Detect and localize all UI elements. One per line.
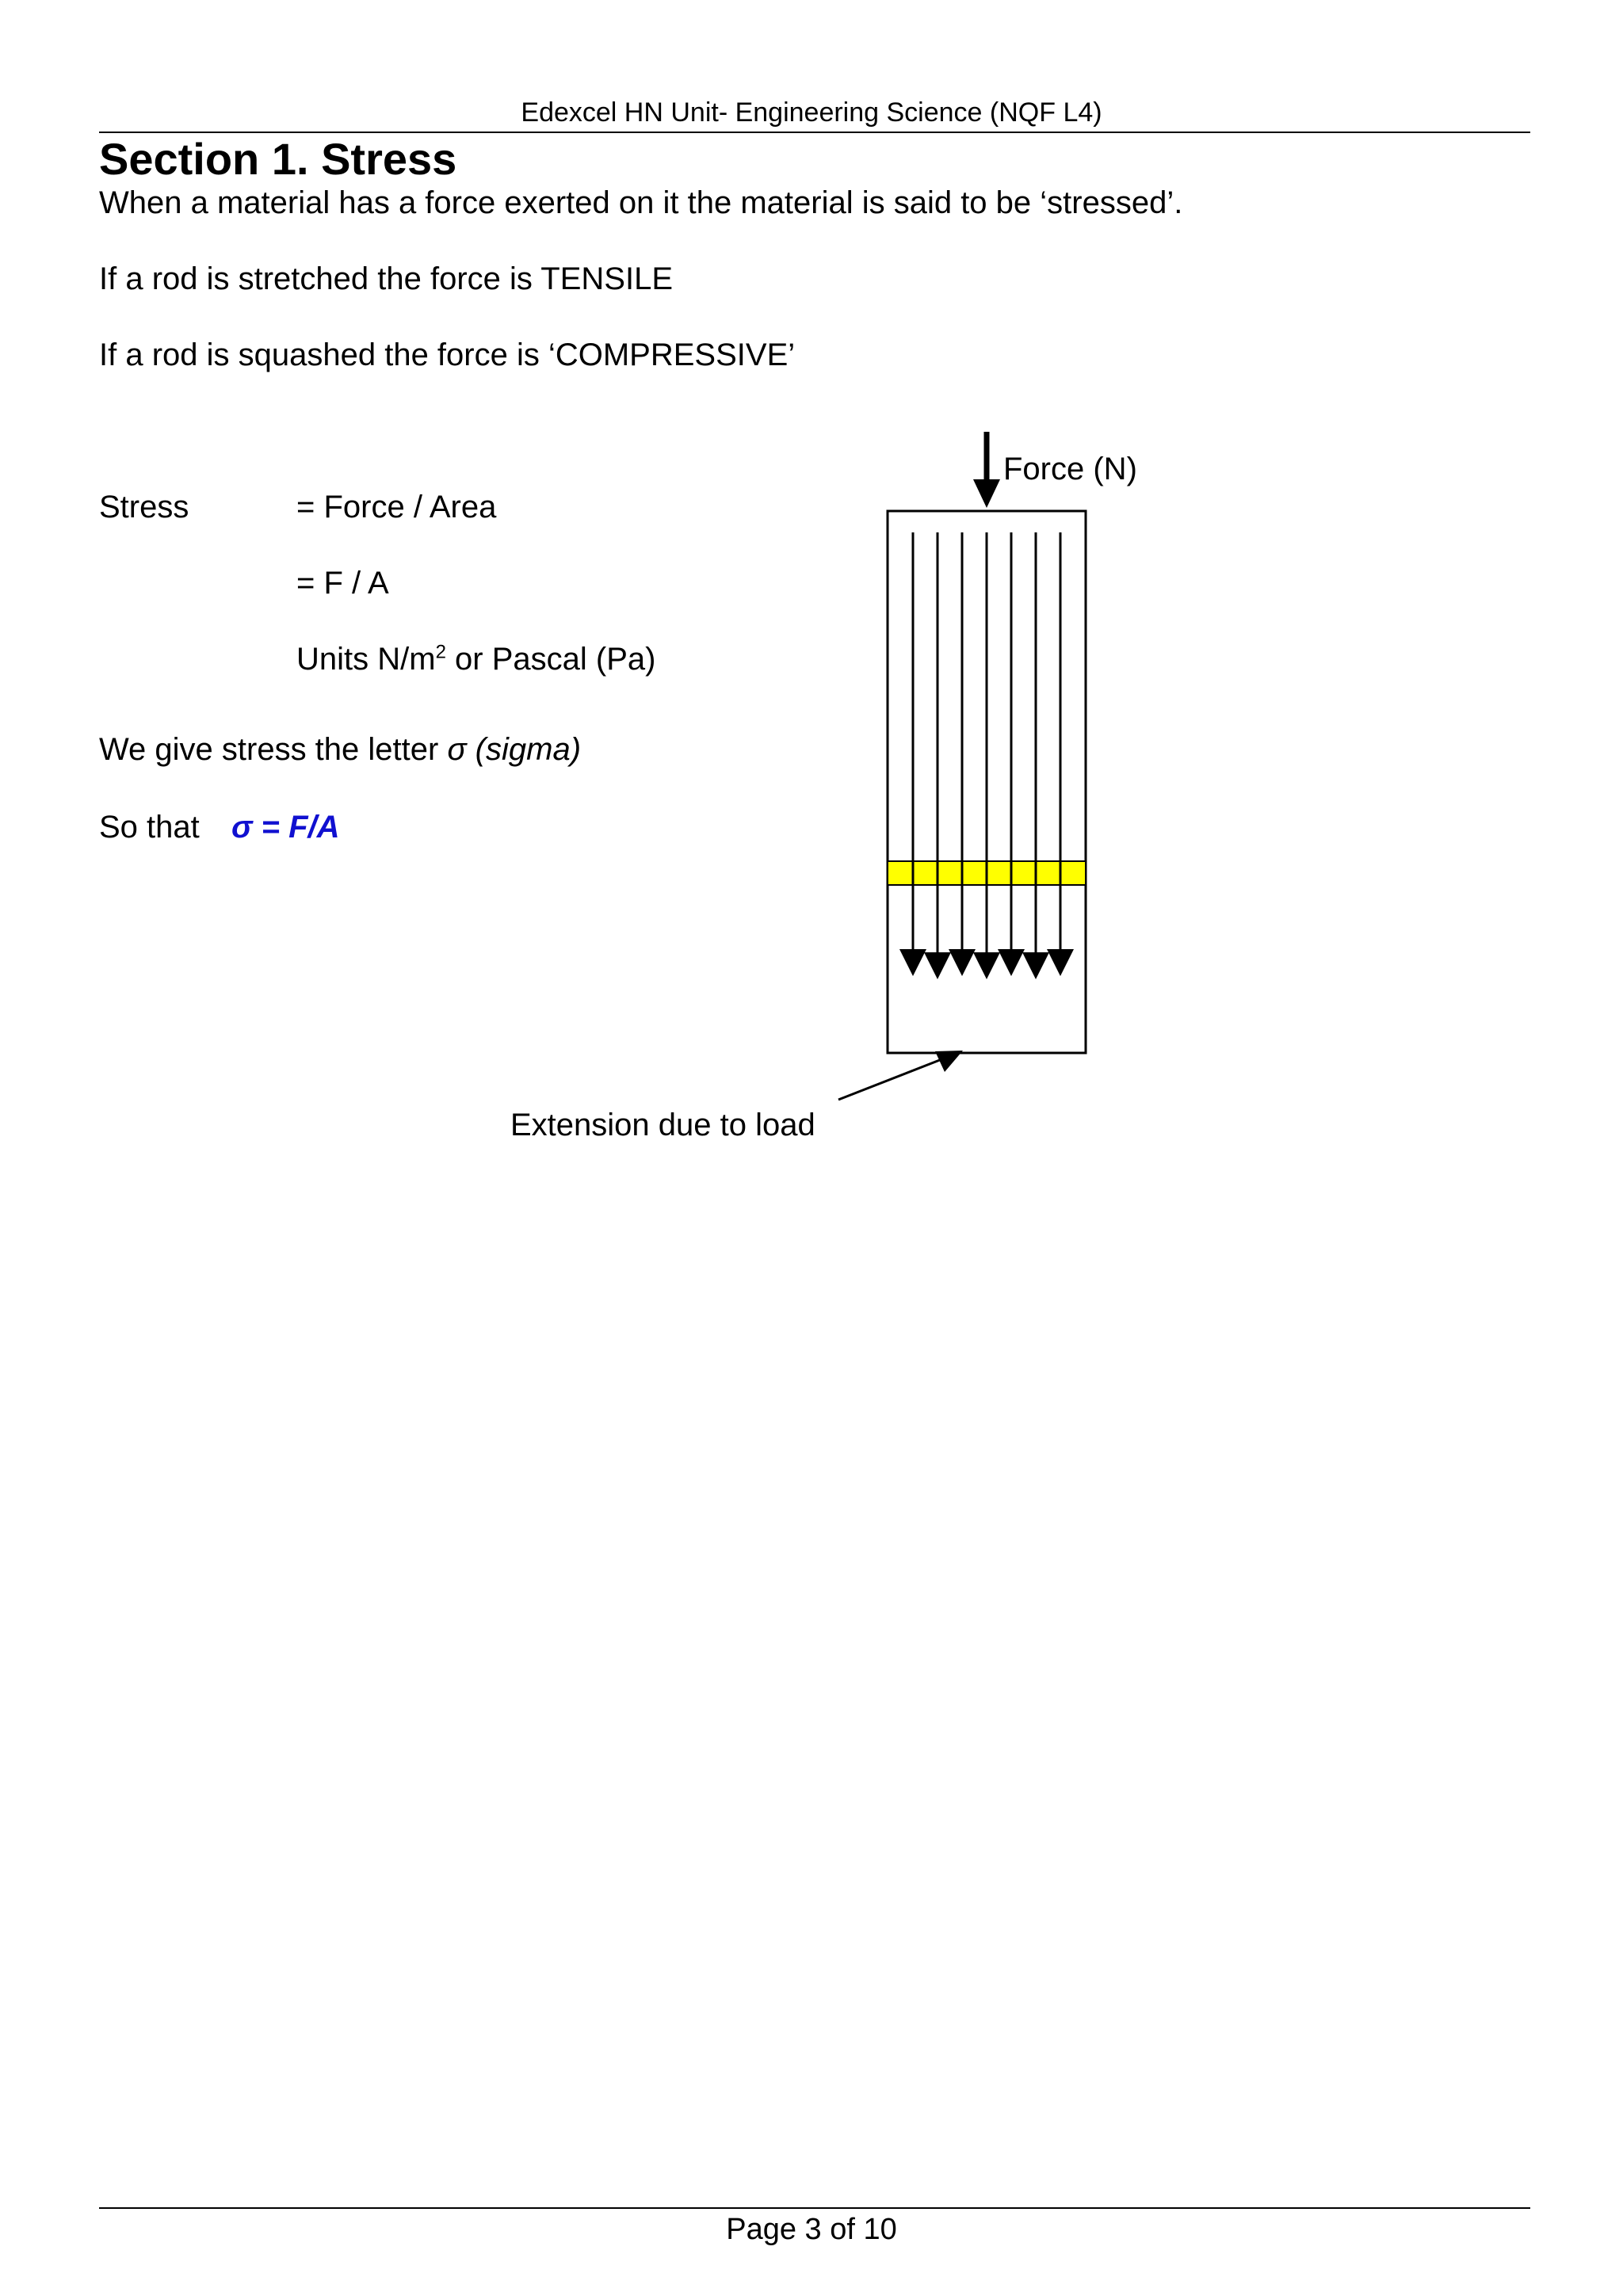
formula-line-f-a: = F / A — [296, 566, 389, 601]
sigma-symbol: σ — [447, 732, 467, 767]
stress-label: Stress — [99, 490, 189, 524]
arrowhead-7 — [1047, 949, 1074, 976]
footer-rule — [99, 2207, 1530, 2209]
units-prefix: Units N/m — [296, 642, 436, 677]
sigma-formula: σ = F/A — [231, 810, 340, 845]
external-force-arrowhead — [973, 479, 1000, 508]
sigma-letter-prefix: We give stress the letter — [99, 732, 448, 767]
tensile-paragraph: If a rod is stretched the force is TENSILE — [99, 261, 674, 296]
compressive-paragraph: If a rod is squashed the force is ‘COMPRESSIVE’ — [99, 338, 796, 372]
section-title: Section 1. Stress — [99, 134, 457, 184]
arrowhead-6 — [1022, 952, 1049, 979]
intro-paragraph: When a material has a force exerted on it the material is said to be ‘stressed’. — [99, 185, 1183, 220]
formula-line-force-area: = Force / Area — [296, 490, 497, 524]
units-superscript: 2 — [435, 641, 446, 663]
force-label: Force (N) — [1003, 452, 1137, 486]
arrowhead-3 — [949, 949, 976, 976]
internal-force-lines — [913, 532, 1060, 968]
extension-label: Extension due to load — [510, 1108, 815, 1142]
arrowhead-4 — [973, 952, 1000, 979]
arrowhead-1 — [899, 949, 926, 976]
arrowhead-5 — [998, 949, 1025, 976]
page-header: Edexcel HN Unit- Engineering Science (NQF L4) — [521, 97, 1102, 128]
so-that-label: So that — [99, 810, 200, 845]
units-suffix: or Pascal (Pa) — [445, 642, 656, 677]
page-number: Page 3 of 10 — [726, 2213, 897, 2246]
sigma-name: (sigma) — [466, 732, 582, 767]
arrowhead-2 — [924, 952, 951, 979]
extension-pointer-line — [838, 1057, 948, 1100]
internal-arrowheads — [899, 949, 1074, 979]
